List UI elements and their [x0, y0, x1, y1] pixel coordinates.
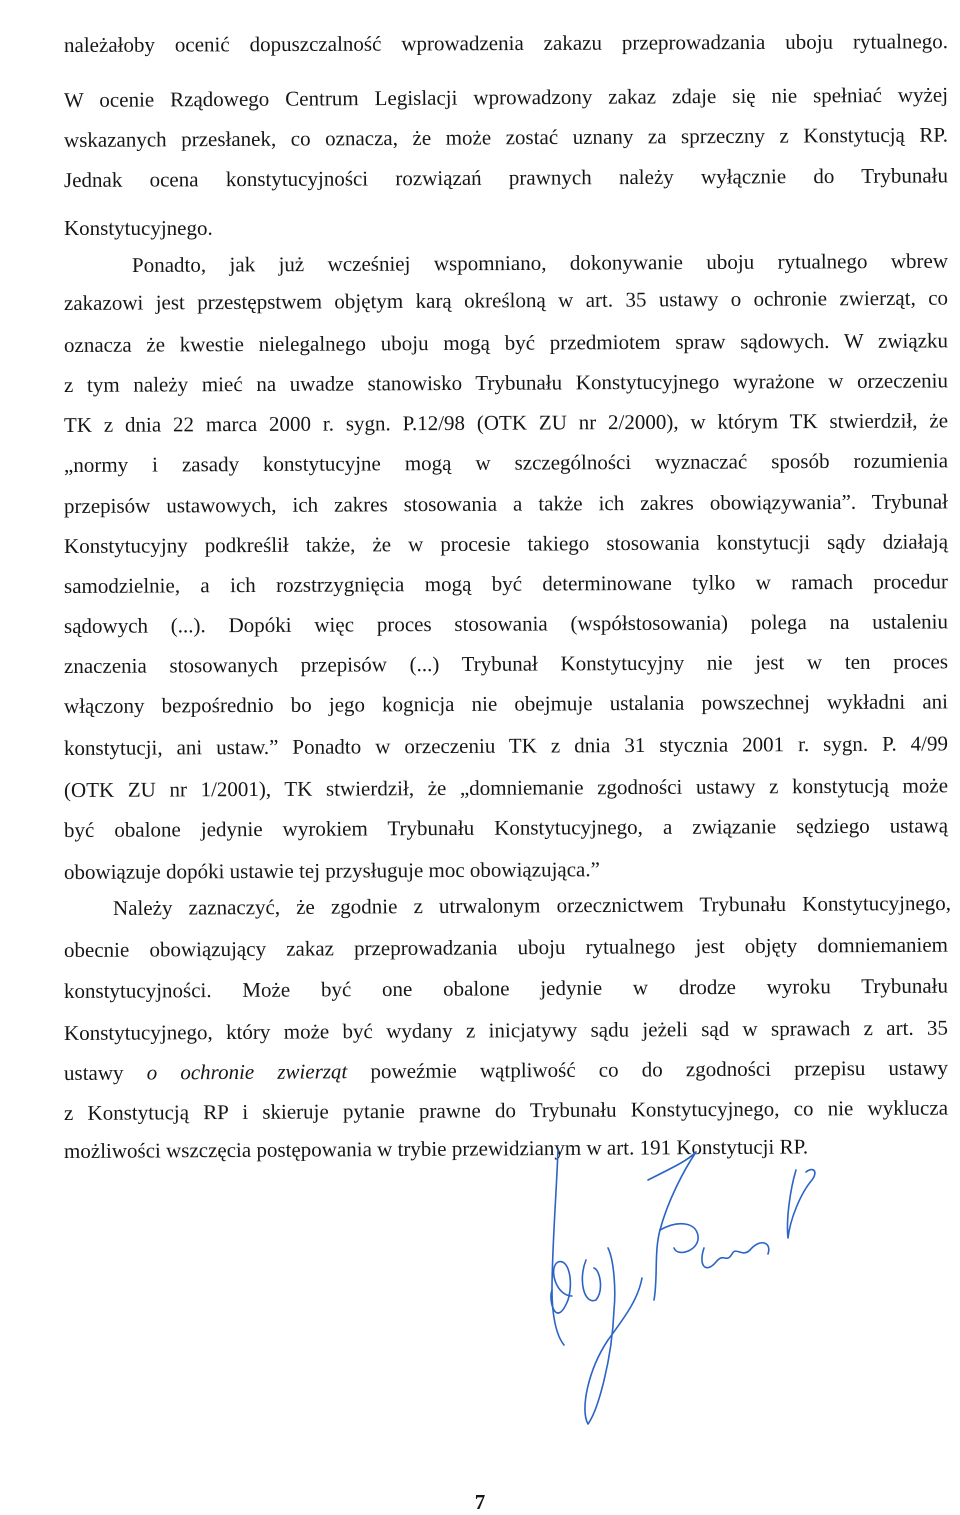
italic-title: o ochronie zwierząt — [146, 1059, 348, 1085]
text-run: ustawy — [63, 1060, 147, 1085]
text-line: z Konstytucją RP i skieruje pytanie prawne do Trybunału Konstytucyjnego, co nie wyklucza — [63, 1095, 949, 1125]
text-line: Należy zaznaczyć, że zgodnie z utrwalonym orzecznictwem Trybunału Konstytucyjnego, — [112, 890, 952, 920]
text-line: Konstytucyjny podkreślił także, że w procesie takiego stosowania konstytucji sądy działają — [63, 529, 949, 558]
text-line: obowiązuje dopóki ustawie tej przysługuje moc obowiązująca.” — [63, 857, 600, 884]
text-line: Ponadto, jak już wcześniej wspomniano, dokonywanie uboju rytualnego wbrew — [131, 248, 949, 277]
text-line: znaczenia stosowanych przepisów (...) Trybunał Konstytucyjny nie jest w ten proces — [63, 649, 949, 678]
text-line: wskazanych przesłanek, co oznacza, że może zostać uznany za sprzeczny z Konstytucją RP. — [63, 122, 949, 152]
text-line: możliwości wszczęcia postępowania w trybie przewidzianym w art. 191 Konstytucji RP. — [63, 1134, 809, 1163]
text-line: konstytucyjności. Może być one obalone jedynie w drodze wyroku Trybunału — [63, 973, 949, 1003]
text-line: „normy i zasady konstytucyjne mogą w szczególności wyznaczać sposób rozumienia — [63, 448, 949, 477]
handwritten-signature — [528, 1140, 828, 1430]
text-line: Jednak ocena konstytucyjności rozwiązań prawnych należy wyłącznie do Trybunału — [63, 163, 949, 192]
text-line: z tym należy mieć na uwadze stanowisko Trybunału Konstytucyjnego wyrażone w orzeczeniu — [63, 368, 949, 397]
text-line — [64, 1054, 948, 1087]
text-line: zakazowi jest przestępstwem objętym karą określoną w art. 35 ustawy o ochronie zwierząt, co — [63, 285, 949, 315]
text-line: sądowych (...). Dopóki więc proces stosowania (współstosowania) polega na ustaleniu — [63, 609, 949, 638]
text-line: być obalone jedynie wyrokiem Trybunału Konstytucyjnego, a związanie sędziego ustawą — [63, 813, 949, 842]
text-line: (OTK ZU nr 1/2001), TK stwierdził, że „domniemanie zgodności ustawy z konstytucją może — [63, 773, 949, 802]
text-line: oznacza że kwestie nielegalnego uboju mogą być przedmiotem spraw sądowych. W związku — [63, 328, 949, 357]
text-line: samodzielnie, a ich rozstrzygnięcia mogą być determinowane tylko w ramach procedur — [63, 569, 949, 598]
text-line: włączony bezpośrednio bo jego kognicja nie obejmuje ustalania powszechnej wykładni ani — [63, 689, 949, 718]
text-line: W ocenie Rządowego Centrum Legislacji wprowadzony zakaz zdaje się nie spełniać wyżej — [63, 82, 949, 112]
text-line: Konstytucyjnego. — [64, 216, 213, 240]
text-line: Konstytucyjnego, który może być wydany z inicjatywy sądu jeżeli sąd w sprawach z art. 35 — [63, 1015, 949, 1045]
text-line: konstytucji, ani ustaw.” Ponadto w orzeczeniu TK z dnia 31 stycznia 2001 r. sygn. P. 4/99 — [63, 731, 949, 760]
text-line: obecnie obowiązujący zakaz przeprowadzania uboju rytualnego jest objęty domniemaniem — [63, 932, 949, 962]
page-number: 7 — [474, 1490, 486, 1514]
text-line: TK z dnia 22 marca 2000 r. sygn. P.12/98 (OTK ZU nr 2/2000), w którym TK stwierdził, że — [63, 408, 949, 437]
text-line: przepisów ustawowych, ich zakres stosowania a także ich zakres obowiązywania”. Trybunał — [63, 489, 949, 518]
text-run: poweźmie wątpliwość co do zgodności przepisu ustawy — [347, 1055, 949, 1084]
text-line: należałoby ocenić dopuszczalność wprowadzenia zakazu przeprowadzania uboju rytualnego. — [63, 29, 949, 57]
